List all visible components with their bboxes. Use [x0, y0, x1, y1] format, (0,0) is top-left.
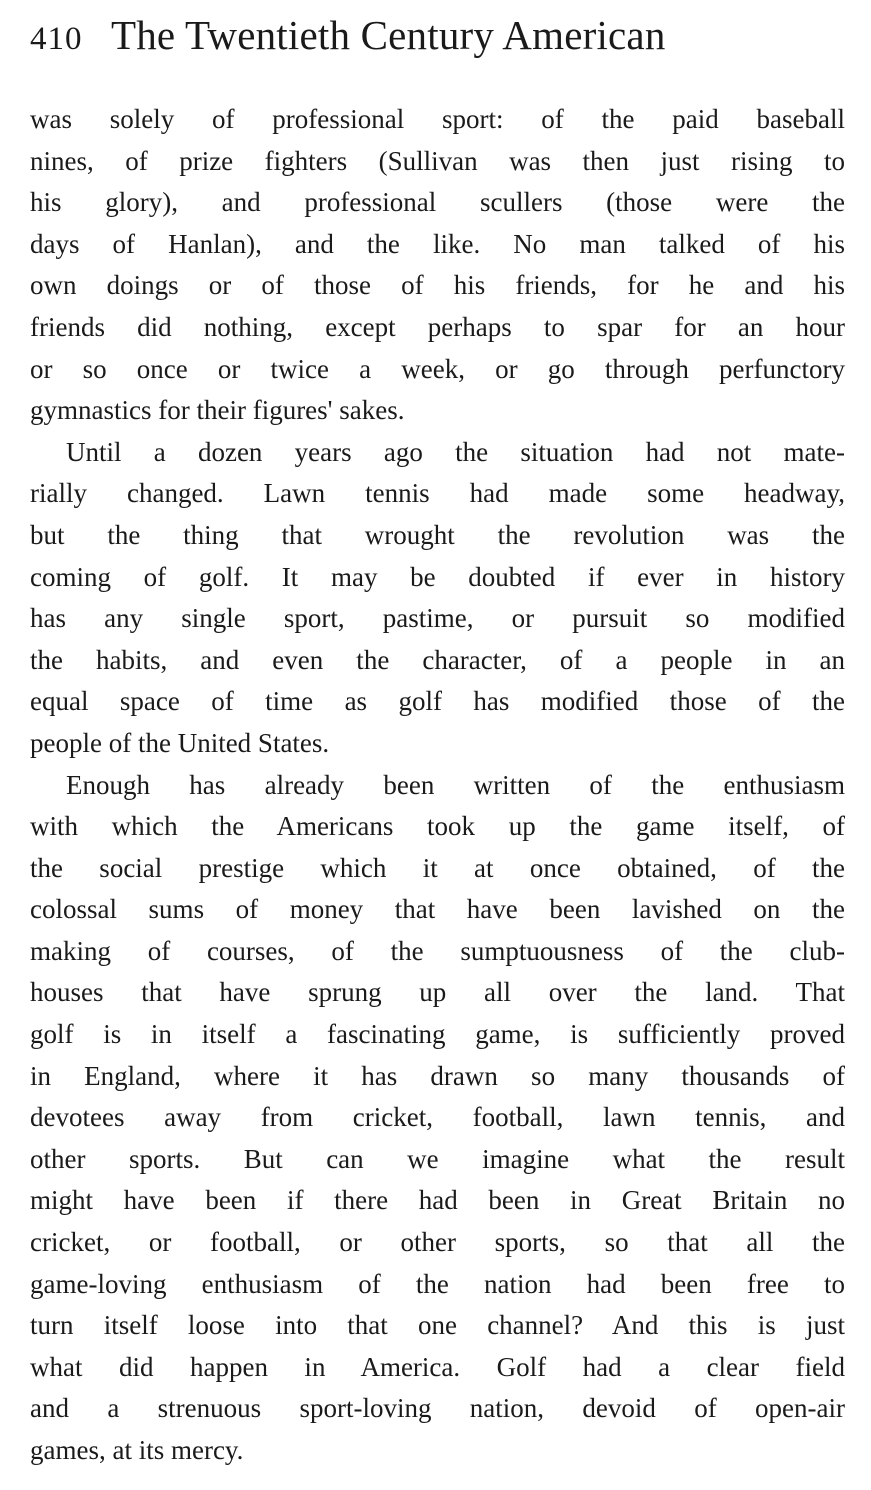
- text-line: what did happen in America. Golf had a clear field: [30, 1351, 845, 1382]
- text-line: might have been if there had been in Great Britain no: [30, 1185, 845, 1216]
- text-line: friends did nothing, except perhaps to spar for an hour: [30, 311, 845, 342]
- text-line: games, at its mercy.: [30, 1435, 244, 1465]
- text-line: making of courses, of the sumptuousness of the club-: [30, 935, 845, 966]
- text-line: houses that have sprung up all over the land. That: [30, 977, 845, 1008]
- text-line: people of the United States.: [30, 727, 330, 758]
- text-line: in England, where it has drawn so many thousands of: [30, 1060, 845, 1091]
- text-line: golf is in itself a fascinating game, is sufficiently proved: [30, 1019, 845, 1050]
- text-line: Until a dozen years ago the situation had not mate-: [66, 436, 845, 467]
- text-line: the social prestige which it at once obtained, of the: [30, 852, 845, 883]
- text-line: has any single sport, pastime, or pursuit so modified: [30, 603, 845, 634]
- running-title: The Twentieth Century American: [110, 12, 666, 58]
- text-line: coming of golf. It may be doubted if ever in history: [30, 561, 845, 592]
- paragraph-1: [30, 99, 845, 432]
- paragraph-3: [30, 765, 845, 1472]
- text-line: days of Hanlan), and the like. No man talked of his: [30, 228, 845, 259]
- text-line: nines, of prize fighters (Sullivan was then just rising to: [30, 145, 845, 176]
- text-line: rially changed. Lawn tennis had made some headway,: [30, 478, 845, 509]
- text-line: with which the Americans took up the game itself, of: [30, 811, 845, 842]
- text-line: but the thing that wrought the revolution was the: [30, 519, 845, 550]
- paragraph-2: [30, 432, 845, 765]
- text-line: game-loving enthusiasm of the nation had been free to: [30, 1268, 845, 1299]
- text-line: own doings or of those of his friends, for he and his: [30, 270, 845, 301]
- text-line: his glory), and professional scullers (those were the: [30, 187, 845, 218]
- text-line: or so once or twice a week, or go through perfunctory: [30, 353, 845, 384]
- text-line: other sports. But can we imagine what the result: [30, 1143, 845, 1174]
- book-page: [30, 0, 845, 1490]
- text-line: and a strenuous sport-loving nation, devoid of open-air: [30, 1393, 845, 1424]
- text-line: the habits, and even the character, of a people in an: [30, 644, 845, 675]
- running-head: [30, 10, 845, 64]
- text-line: cricket, or football, or other sports, so that all the: [30, 1227, 845, 1258]
- text-line: colossal sums of money that have been lavished on the: [30, 894, 845, 925]
- text-line: turn itself loose into that one channel? And this is just: [30, 1310, 845, 1341]
- text-line: gymnastics for their figures' sakes.: [30, 395, 405, 426]
- text-line: was solely of professional sport: of the paid baseball: [30, 104, 845, 134]
- text-line: equal space of time as golf has modified those of the: [30, 686, 845, 717]
- text-line: devotees away from cricket, football, lawn tennis, and: [30, 1102, 845, 1133]
- text-line: Enough has already been written of the enthusiasm: [66, 769, 845, 800]
- page-number: 410: [30, 21, 83, 57]
- body-text: [30, 99, 845, 1472]
